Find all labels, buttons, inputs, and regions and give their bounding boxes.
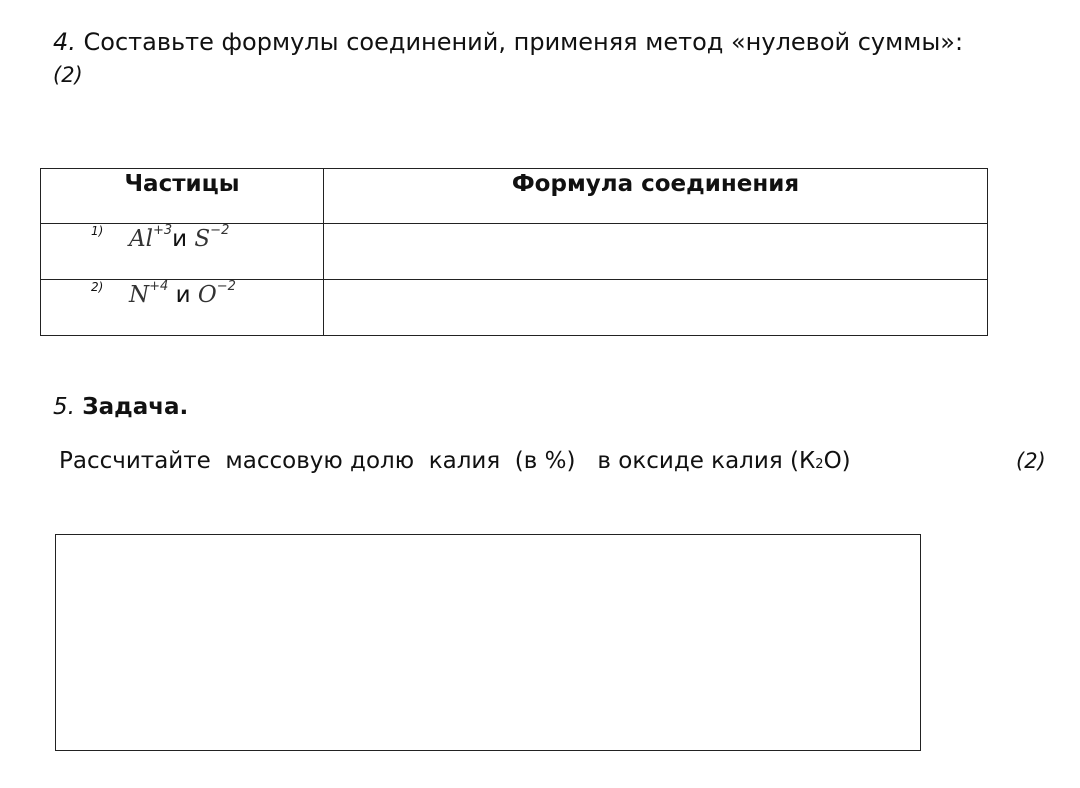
question-5-task xyxy=(59,445,851,481)
question-4-number: 4. xyxy=(53,28,76,56)
question-4-statement: Составьте формулы соединений, применяя метод «нулевой суммы»: xyxy=(83,28,964,56)
table-row xyxy=(41,224,988,280)
particles-cell xyxy=(41,224,324,280)
table-header-row xyxy=(41,169,988,224)
formula-answer-cell[interactable] xyxy=(324,224,988,280)
table-row xyxy=(41,280,988,336)
question-5-label: Задача. xyxy=(82,394,189,420)
row-number: 2) xyxy=(91,280,104,294)
ion-b-charge: −2 xyxy=(210,223,230,238)
header-formula: Формула соединения xyxy=(324,169,988,224)
ion-b-charge: −2 xyxy=(216,279,236,294)
compounds-table xyxy=(40,168,988,336)
question-5-title xyxy=(53,392,188,422)
ion-b: O xyxy=(197,282,217,308)
particles-pair xyxy=(129,223,230,252)
header-particles: Частицы xyxy=(41,169,324,224)
task-text: Рассчитайте массовую долю калия (в %) в оксиде калия (К xyxy=(59,448,816,474)
particles-pair xyxy=(129,279,236,308)
ion-a: Al xyxy=(129,226,153,252)
particles-cell xyxy=(41,280,324,336)
conjunction: и xyxy=(175,282,191,308)
question-5-points: (2) xyxy=(1016,449,1046,473)
ion-a-charge: +4 xyxy=(149,279,169,294)
answer-box[interactable] xyxy=(55,534,921,751)
ion-a: N xyxy=(129,282,150,308)
question-4-points: (2) xyxy=(53,63,83,87)
ion-a-charge: +3 xyxy=(152,223,173,238)
task-text-end: О) xyxy=(823,448,851,474)
row-number: 1) xyxy=(91,224,104,238)
question-4-text xyxy=(53,26,963,58)
conjunction: и xyxy=(172,226,188,252)
question-5-number: 5. xyxy=(53,394,75,420)
ion-b: S xyxy=(194,226,211,252)
formula-answer-cell[interactable] xyxy=(324,280,988,336)
task-subscript: 2 xyxy=(815,457,824,472)
